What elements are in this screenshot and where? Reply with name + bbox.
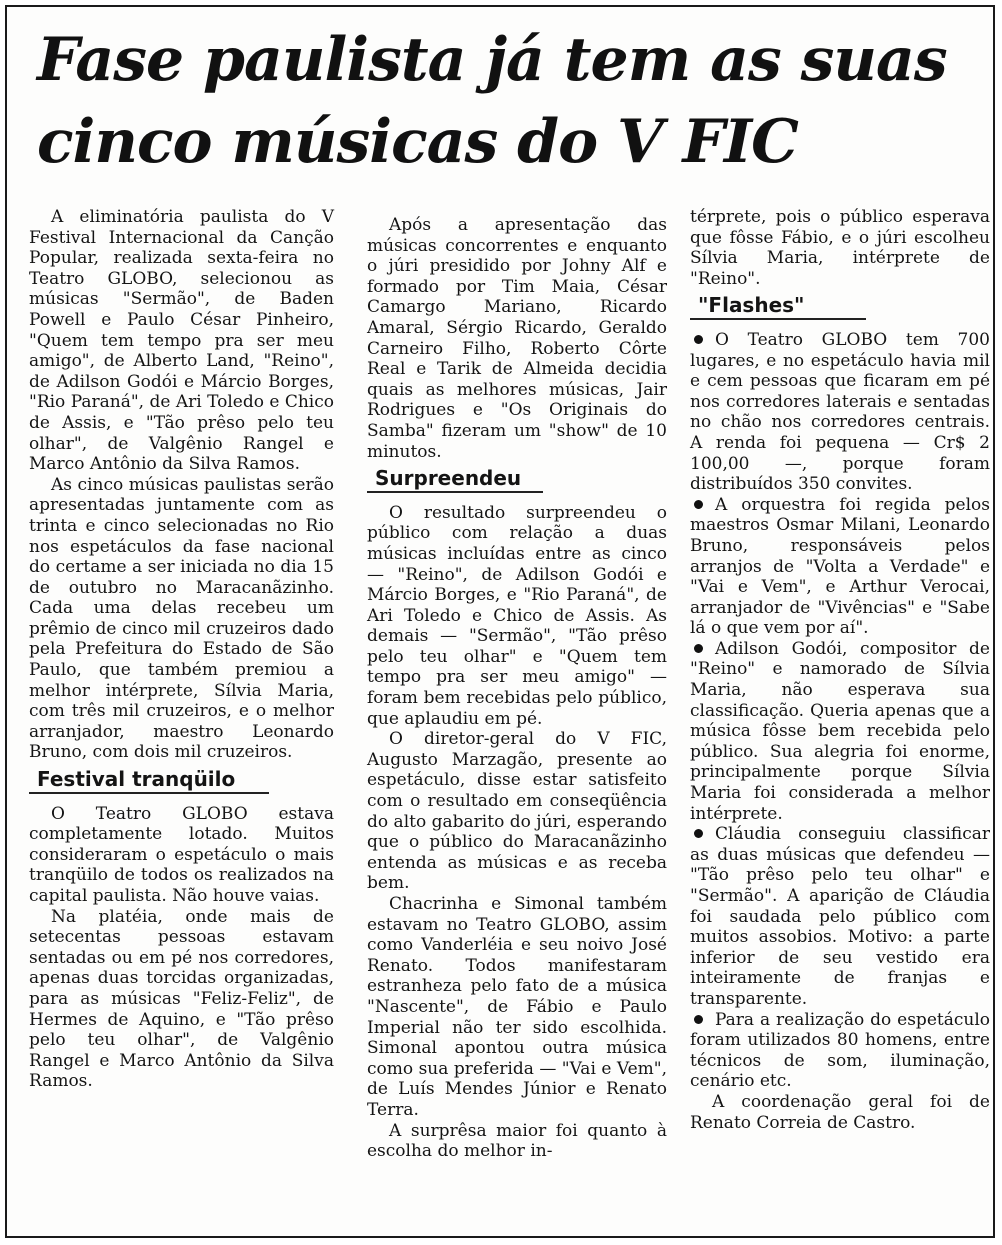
bullet-icon (694, 335, 703, 344)
article-column-2 (367, 215, 667, 1162)
bullet-icon (694, 644, 703, 653)
subheading-surpreendeu: Surpreendeu (367, 468, 543, 493)
headline: Fase paulista já tem as suas cinco músicas do V FIC (37, 25, 947, 177)
bullet-item: A orquestra foi regida pelos maestros Osmar Milani, Leonardo Bruno, responsáveis pelos arranjos de "Volta a Verdade" e "Vai e Vem", e Arthur Verocai, arranjador de "Vivências" e "Sabe lá o que vem por aí". (690, 494, 990, 639)
bullet-item: Adilson Godói, compositor de "Reino" e namorado de Sílvia Maria, não esperava sua classificação. Queria apenas que a música fôsse bem recebida pelo público. Sua alegria foi enorme, principalmente porque Sílvia Maria foi considerada a melhor intérprete. (690, 638, 990, 824)
article-column-3 (690, 207, 990, 1133)
paragraph: O resultado surpreendeu o público com relação a duas músicas incluídas entre as cinco — "Reino", de Adilson Godói e Márcio Borges, e "Rio Paraná", de Ari Toledo e Chico de Assis. As demais — "Sermão", "Tão prêso pelo teu olhar" e "Quem tem tempo pra ser meu amigo" — foram bem recebidas pelo público, que aplaudiu em pé. (367, 502, 667, 729)
paragraph: A coordenação geral foi de Renato Correia de Castro. (690, 1091, 990, 1133)
paragraph: Após a apresentação das músicas concorrentes e enquanto o júri presidido por Johny Alf e formado por Tim Maia, César Camargo Mariano, Ricardo Amaral, Sérgio Ricardo, Geraldo Carneiro Filho, Roberto Côrte Real e Tarik de Almeida decidia quais as melhores músicas, Jair Rodrigues e "Os Originais do Samba" fizeram um "show" de 10 minutos. (367, 215, 667, 462)
paragraph: O diretor-geral do V FIC, Augusto Marzagão, presente ao espetáculo, disse estar satisfeito com o resultado em conseqüência do alto gabarito do júri, esperando que o público do Maracanãzinho entenda as músicas e as receba bem. (367, 729, 667, 894)
article-column-1 (29, 207, 334, 1092)
paragraph: Na platéia, onde mais de setecentas pessoas estavam sentadas ou em pé nos corredores, apenas duas torcidas organizadas, para as músicas "Feliz-Feliz", de Hermes de Aquino, e "Tão prêso pelo teu olhar", de Valgênio Rangel e Marco Antônio da Silva Ramos. (29, 906, 334, 1092)
subheading-flashes: "Flashes" (690, 295, 866, 320)
subheading-festival-tranquilo: Festival tranqüilo (29, 769, 269, 794)
bullet-item: Para a realização do espetáculo foram utilizados 80 homens, entre técnicos de som, iluminação, cenário etc. (690, 1009, 990, 1092)
paragraph: O Teatro GLOBO estava completamente lotado. Muitos consideraram o espetáculo o mais tranqüilo de todos os realizados na capital paulista. Não houve vaias. (29, 803, 334, 906)
newspaper-clipping (5, 5, 995, 1238)
bullet-icon (694, 829, 703, 838)
paragraph: As cinco músicas paulistas serão apresentadas juntamente com as trinta e cinco selecionadas no Rio nos espetáculos da fase nacional do certame a ser iniciada no dia 15 de outubro no Maracanãzinho. Cada uma delas recebeu um prêmio de cinco mil cruzeiros dado pela Prefeitura do Estado de São Paulo, que também premiou a melhor intérprete, Sílvia Maria, com três mil cruzeiros, e o melhor arranjador, maestro Leonardo Bruno, com dois mil cruzeiros. (29, 474, 334, 763)
bullet-item: O Teatro GLOBO tem 700 lugares, e no espetáculo havia mil e cem pessoas que ficaram em pé nos corredores laterais e sentadas no chão nos corredores centrais. A renda foi pequena — Cr$ 2 100,00 —, porque foram distribuídos 350 convites. (690, 329, 990, 495)
paragraph: A eliminatória paulista do V Festival Internacional da Canção Popular, realizada sexta-feira no Teatro GLOBO, selecionou as músicas "Sermão", de Baden Powell e Paulo César Pinheiro, "Quem tem tempo pra ser meu amigo", de Alberto Land, "Reino", de Adilson Godói e Márcio Borges, "Rio Paraná", de Ari Toledo e Chico de Assis, e "Tão prêso pelo teu olhar", de Valgênio Rangel e Marco Antônio da Silva Ramos. (29, 207, 334, 475)
paragraph: térprete, pois o público esperava que fôsse Fábio, e o júri escolheu Sílvia Maria, intérprete de "Reino". (690, 207, 990, 289)
bullet-icon (694, 500, 703, 509)
paragraph: A surprêsa maior foi quanto à escolha do melhor in- (367, 1120, 667, 1162)
bullet-icon (694, 1015, 703, 1024)
bullet-item: Cláudia conseguiu classificar as duas músicas que defendeu — "Tão prêso pelo teu olhar" e "Sermão". A aparição de Cláudia foi saudada pelo público com muitos assobios. Motivo: a parte inferior de seu vestido era inteiramente de franjas e transparente. (690, 824, 990, 1009)
paragraph: Chacrinha e Simonal também estavam no Teatro GLOBO, assim como Vanderléia e seu noivo José Renato. Todos manifestaram estranheza pelo fato de a música "Nascente", de Fábio e Paulo Imperial não ter sido escolhida. Simonal apontou outra música como sua preferida — "Vai e Vem", de Luís Mendes Júnior e Renato Terra. (367, 894, 667, 1120)
